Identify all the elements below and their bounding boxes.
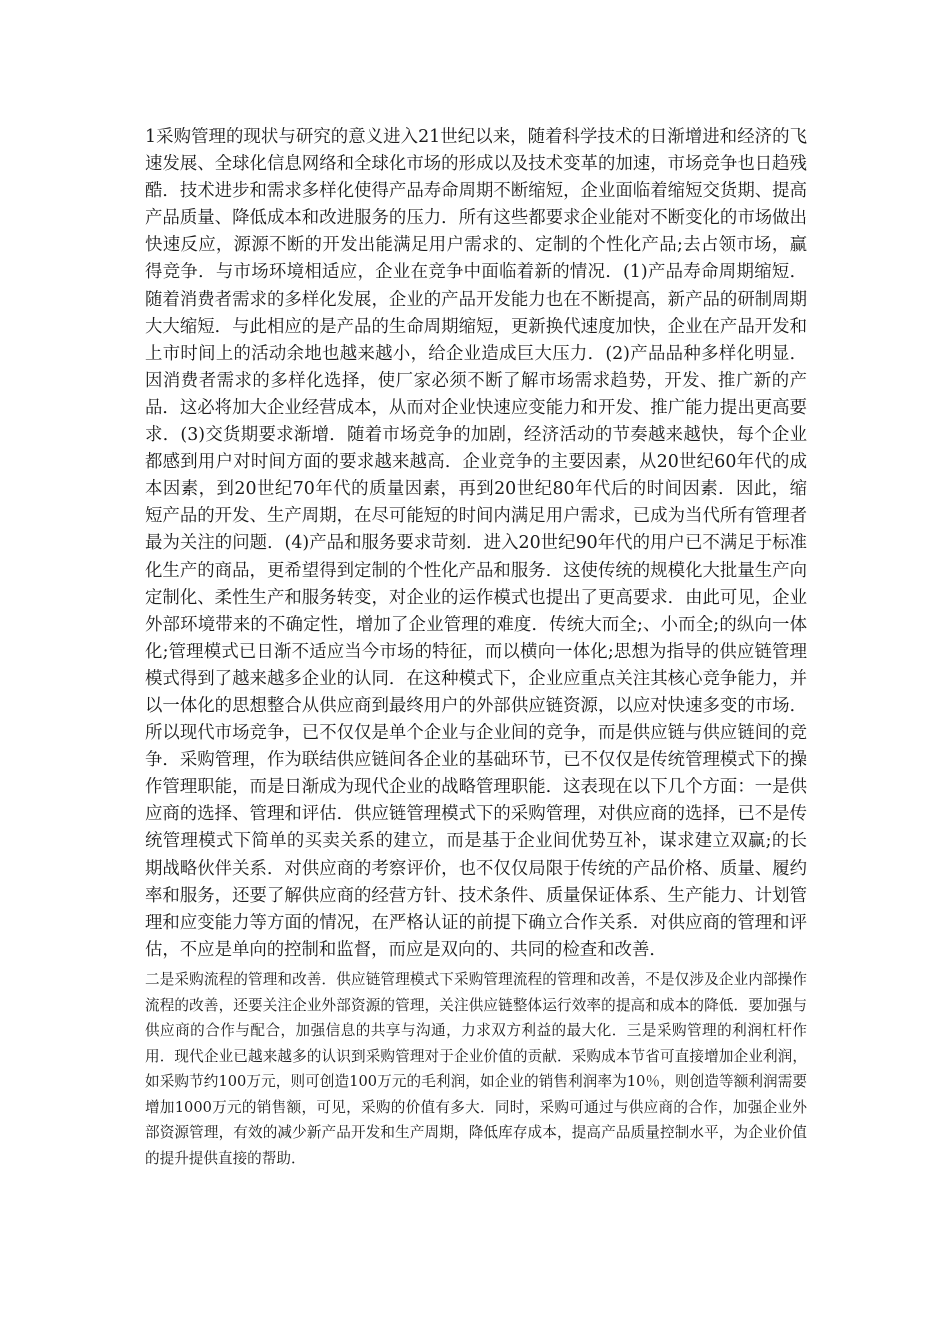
paragraph-procurement-status: 1采购管理的现状与研究的意义进入21世纪以来，随着科学技术的日渐增进和经济的飞速发展、全球化信息网络和全球化市场的形成以及技术变革的加速，市场竞争也日趋残酷．技术进步和需求多样化使得产品寿命周期不断缩短，企业面临着缩短交货期、提高产品质量、降低成本和改进服务的压力．所有这些都要求企业能对不断变化的市场做出快速反应，源源不断的开发出能满足用户需求的、定制的个性化产品;去占领市场，赢得竞争．与市场环境相适应，企业在竞争中面临着新的情况．(1)产品寿命周期缩短．随着消费者需求的多样化发展，企业的产品开发能力也在不断提高，新产品的研制周期大大缩短．与此相应的是产品的生命周期缩短，更新换代速度加快，企业在产品开发和上市时间上的活动余地也越来越小，给企业造成巨大压力．(2)产品品种多样化明显．因消费者需求的多样化选择，使厂家必须不断了解市场需求趋势，开发、推广新的产品．这必将加大企业经营成本，从而对企业快速应变能力和开发、推广能力提出更高要求．(3)交货期要求渐增．随着市场竞争的加剧，经济活动的节奏越来越快，每个企业都感到用户对时间方面的要求越来越高．企业竞争的主要因素，从20世纪60年代的成本因素，到20世纪70年代的质量因素，再到20世纪80年代后的时间因素．因此，缩短产品的开发、生产周期，在尽可能短的时间内满足用户需求，已成为当代所有管理者最为关注的问题．(4)产品和服务要求苛刻．进入20世纪90年代的用户已不满足于标准化生产的商品，更希望得到定制的个性化产品和服务．这使传统的规模化大批量生产向定制化、柔性生产和服务转变，对企业的运作模式也提出了更高要求．由此可见，企业外部环境带来的不确定性，增加了企业管理的难度．传统大而全;、小而全;的纵向一体化;管理模式已日渐不适应当今市场的特征，而以横向一体化;思想为指导的供应链管理模式得到了越来越多企业的认同．在这种模式下，企业应重点关注其核心竞争能力，并以一体化的思想整合从供应商到最终用户的外部供应链资源，以应对快速多变的市场．所以现代市场竞争，已不仅仅是单个企业与企业间的竞争，而是供应链与供应链间的竞争．采购管理，作为联结供应链间各企业的基础环节，已不仅仅是传统管理模式下的操作管理职能，而是日渐成为现代企业的战略管理职能．这表现在以下几个方面：一是供应商的选择、管理和评估．供应链管理模式下的采购管理，对供应商的选择，已不是传统管理模式下简单的买卖关系的建立，而是基于企业间优势互补，谋求建立双赢;的长期战略伙伴关系．对供应商的考察评价，也不仅仅局限于传统的产品价格、质量、履约率和服务，还要了解供应商的经营方针、技术条件、质量保证体系、生产能力、计划管理和应变能力等方面的情况，在严格认证的前提下确立合作关系．对供应商的管理和评估，不应是单向的控制和监督，而应是双向的、共同的检查和改善． [145,127,807,960]
document-body [145,124,807,1172]
paragraph-procurement-process: 二是采购流程的管理和改善．供应链管理模式下采购管理流程的管理和改善，不是仅涉及企业内部操作流程的改善，还要关注企业外部资源的管理，关注供应链整体运行效率的提高和成本的降低．要加强与供应商的合作与配合，加强信息的共享与沟通，力求双方利益的最大化．三是采购管理的利润杠杆作用．现代企业已越来越多的认识到采购管理对于企业价值的贡献．采购成本节省可直接增加企业利润，如采购节约100万元，则可创造100万元的毛利润，如企业的销售利润率为10％，则创造等额利润需要增加1000万元的销售额，可见，采购的价值有多大．同时，采购可通过与供应商的合作，加强企业外部资源管理，有效的减少新产品开发和生产周期，降低库存成本，提高产品质量控制水平，为企业价值的提升提供直接的帮助． [145,970,807,1168]
